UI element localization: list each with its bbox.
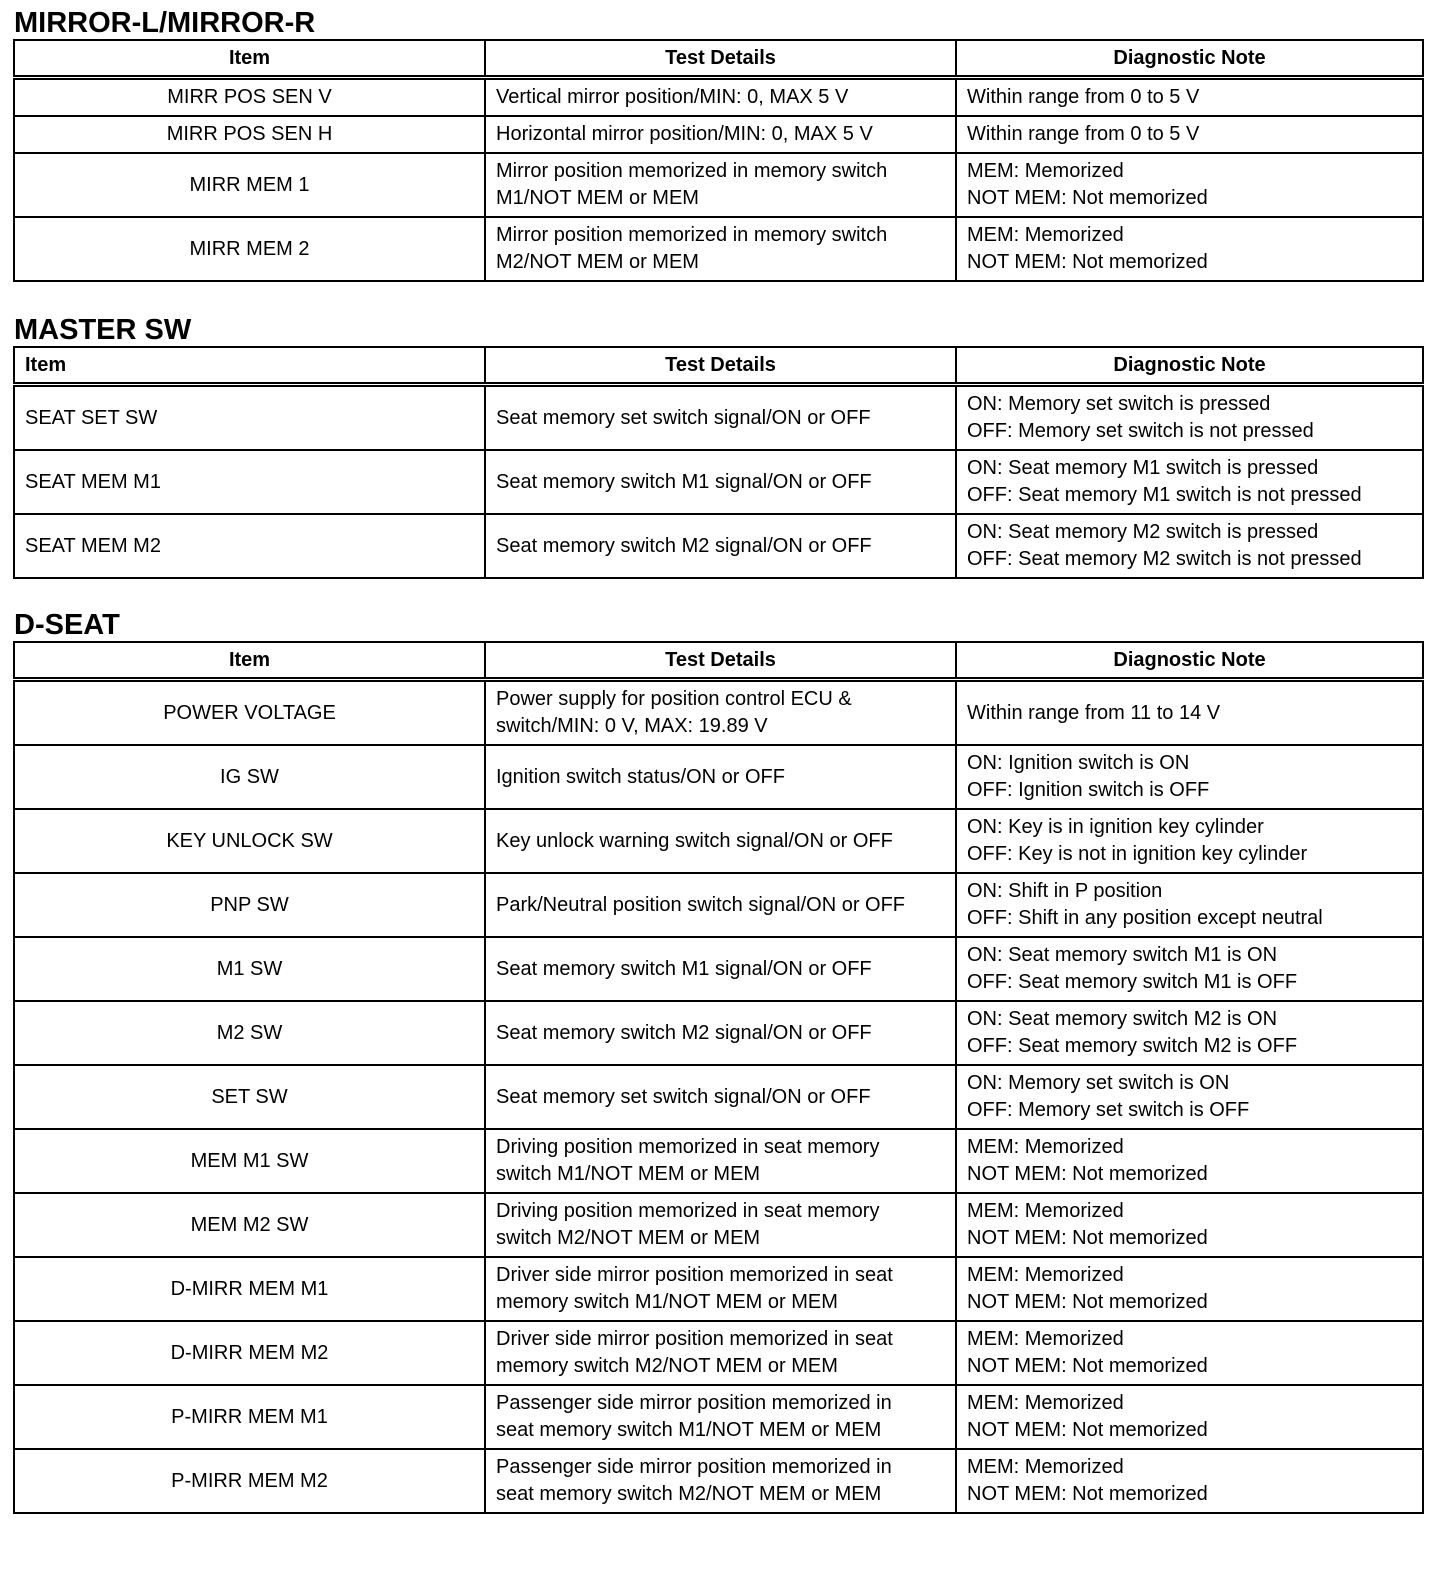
table-row bbox=[14, 1065, 1423, 1129]
header-test-details: Test Details bbox=[485, 642, 956, 680]
cell-details: Power supply for position control ECU & switch/MIN: 0 V, MAX: 19.89 V bbox=[485, 680, 956, 746]
cell-note: MEM: Memorized NOT MEM: Not memorized bbox=[956, 1129, 1423, 1193]
header-test-details: Test Details bbox=[485, 40, 956, 78]
table-row bbox=[14, 1193, 1423, 1257]
cell-note: ON: Seat memory switch M1 is ON OFF: Seat memory switch M1 is OFF bbox=[956, 937, 1423, 1001]
cell-note: ON: Seat memory M2 switch is pressed OFF: Seat memory M2 switch is not pressed bbox=[956, 514, 1423, 578]
cell-note: Within range from 0 to 5 V bbox=[956, 78, 1423, 117]
master-sw-table bbox=[13, 346, 1424, 579]
cell-item: SEAT MEM M2 bbox=[14, 514, 485, 578]
cell-note: MEM: Memorized NOT MEM: Not memorized bbox=[956, 1385, 1423, 1449]
cell-details: Mirror position memorized in memory switch M1/NOT MEM or MEM bbox=[485, 153, 956, 217]
table-row bbox=[14, 809, 1423, 873]
cell-note: ON: Memory set switch is ON OFF: Memory set switch is OFF bbox=[956, 1065, 1423, 1129]
cell-details: Seat memory switch M2 signal/ON or OFF bbox=[485, 514, 956, 578]
table-row bbox=[14, 217, 1423, 281]
cell-item: PNP SW bbox=[14, 873, 485, 937]
cell-item: SET SW bbox=[14, 1065, 485, 1129]
cell-item: D-MIRR MEM M2 bbox=[14, 1321, 485, 1385]
cell-details: Key unlock warning switch signal/ON or OFF bbox=[485, 809, 956, 873]
cell-item: MIRR POS SEN H bbox=[14, 116, 485, 153]
table-row bbox=[14, 1385, 1423, 1449]
cell-item: SEAT MEM M1 bbox=[14, 450, 485, 514]
mirror-table bbox=[13, 39, 1424, 282]
cell-note: MEM: Memorized NOT MEM: Not memorized bbox=[956, 217, 1423, 281]
cell-details: Seat memory switch M1 signal/ON or OFF bbox=[485, 937, 956, 1001]
table-row bbox=[14, 385, 1423, 451]
cell-item: IG SW bbox=[14, 745, 485, 809]
cell-details: Seat memory switch M1 signal/ON or OFF bbox=[485, 450, 956, 514]
cell-note: MEM: Memorized NOT MEM: Not memorized bbox=[956, 1321, 1423, 1385]
cell-item: P-MIRR MEM M1 bbox=[14, 1385, 485, 1449]
table-header-row bbox=[14, 642, 1423, 680]
cell-note: ON: Key is in ignition key cylinder OFF: Key is not in ignition key cylinder bbox=[956, 809, 1423, 873]
table-row bbox=[14, 1129, 1423, 1193]
table-row bbox=[14, 680, 1423, 746]
cell-details: Passenger side mirror position memorized in seat memory switch M1/NOT MEM or MEM bbox=[485, 1385, 956, 1449]
cell-item: MEM M1 SW bbox=[14, 1129, 485, 1193]
cell-details: Park/Neutral position switch signal/ON or OFF bbox=[485, 873, 956, 937]
cell-item: SEAT SET SW bbox=[14, 385, 485, 451]
table-row bbox=[14, 116, 1423, 153]
cell-details: Seat memory set switch signal/ON or OFF bbox=[485, 385, 956, 451]
cell-item: MIRR MEM 2 bbox=[14, 217, 485, 281]
table-header-row bbox=[14, 40, 1423, 78]
cell-details: Driving position memorized in seat memory switch M1/NOT MEM or MEM bbox=[485, 1129, 956, 1193]
table-row bbox=[14, 78, 1423, 117]
section-d-seat bbox=[13, 609, 1424, 1514]
table-row bbox=[14, 450, 1423, 514]
cell-note: ON: Seat memory M1 switch is pressed OFF: Seat memory M1 switch is not pressed bbox=[956, 450, 1423, 514]
cell-details: Vertical mirror position/MIN: 0, MAX 5 V bbox=[485, 78, 956, 117]
table-row bbox=[14, 514, 1423, 578]
table-row bbox=[14, 1449, 1423, 1513]
table-row bbox=[14, 153, 1423, 217]
header-test-details: Test Details bbox=[485, 347, 956, 385]
d-seat-table bbox=[13, 641, 1424, 1514]
cell-note: ON: Shift in P position OFF: Shift in any position except neutral bbox=[956, 873, 1423, 937]
cell-item: KEY UNLOCK SW bbox=[14, 809, 485, 873]
cell-item: M2 SW bbox=[14, 1001, 485, 1065]
cell-item: POWER VOLTAGE bbox=[14, 680, 485, 746]
header-item: Item bbox=[14, 347, 485, 385]
cell-note: ON: Memory set switch is pressed OFF: Memory set switch is not pressed bbox=[956, 385, 1423, 451]
cell-item: MIRR MEM 1 bbox=[14, 153, 485, 217]
table-row bbox=[14, 745, 1423, 809]
table-row bbox=[14, 873, 1423, 937]
cell-details: Seat memory set switch signal/ON or OFF bbox=[485, 1065, 956, 1129]
section-title-mirror: MIRROR-L/MIRROR-R bbox=[14, 7, 316, 39]
cell-details: Mirror position memorized in memory switch M2/NOT MEM or MEM bbox=[485, 217, 956, 281]
cell-details: Driver side mirror position memorized in seat memory switch M1/NOT MEM or MEM bbox=[485, 1257, 956, 1321]
cell-item: D-MIRR MEM M1 bbox=[14, 1257, 485, 1321]
cell-details: Horizontal mirror position/MIN: 0, MAX 5 V bbox=[485, 116, 956, 153]
cell-note: MEM: Memorized NOT MEM: Not memorized bbox=[956, 1257, 1423, 1321]
cell-details: Passenger side mirror position memorized in seat memory switch M2/NOT MEM or MEM bbox=[485, 1449, 956, 1513]
cell-details: Driver side mirror position memorized in seat memory switch M2/NOT MEM or MEM bbox=[485, 1321, 956, 1385]
cell-note: MEM: Memorized NOT MEM: Not memorized bbox=[956, 153, 1423, 217]
header-item: Item bbox=[14, 40, 485, 78]
cell-item: MEM M2 SW bbox=[14, 1193, 485, 1257]
table-row bbox=[14, 1001, 1423, 1065]
cell-note: ON: Ignition switch is ON OFF: Ignition switch is OFF bbox=[956, 745, 1423, 809]
table-row bbox=[14, 1321, 1423, 1385]
section-master-sw bbox=[13, 314, 1424, 579]
section-mirror bbox=[13, 7, 1424, 282]
header-diagnostic-note: Diagnostic Note bbox=[956, 642, 1423, 680]
header-diagnostic-note: Diagnostic Note bbox=[956, 347, 1423, 385]
cell-details: Driving position memorized in seat memory switch M2/NOT MEM or MEM bbox=[485, 1193, 956, 1257]
cell-details: Seat memory switch M2 signal/ON or OFF bbox=[485, 1001, 956, 1065]
cell-note: Within range from 11 to 14 V bbox=[956, 680, 1423, 746]
table-row bbox=[14, 937, 1423, 1001]
cell-note: MEM: Memorized NOT MEM: Not memorized bbox=[956, 1449, 1423, 1513]
cell-note: ON: Seat memory switch M2 is ON OFF: Seat memory switch M2 is OFF bbox=[956, 1001, 1423, 1065]
cell-note: MEM: Memorized NOT MEM: Not memorized bbox=[956, 1193, 1423, 1257]
header-item: Item bbox=[14, 642, 485, 680]
header-diagnostic-note: Diagnostic Note bbox=[956, 40, 1423, 78]
cell-item: M1 SW bbox=[14, 937, 485, 1001]
table-header-row bbox=[14, 347, 1423, 385]
cell-details: Ignition switch status/ON or OFF bbox=[485, 745, 956, 809]
section-title-master-sw: MASTER SW bbox=[14, 314, 192, 346]
cell-item: P-MIRR MEM M2 bbox=[14, 1449, 485, 1513]
table-row bbox=[14, 1257, 1423, 1321]
section-title-d-seat: D-SEAT bbox=[14, 609, 120, 641]
cell-note: Within range from 0 to 5 V bbox=[956, 116, 1423, 153]
cell-item: MIRR POS SEN V bbox=[14, 78, 485, 117]
